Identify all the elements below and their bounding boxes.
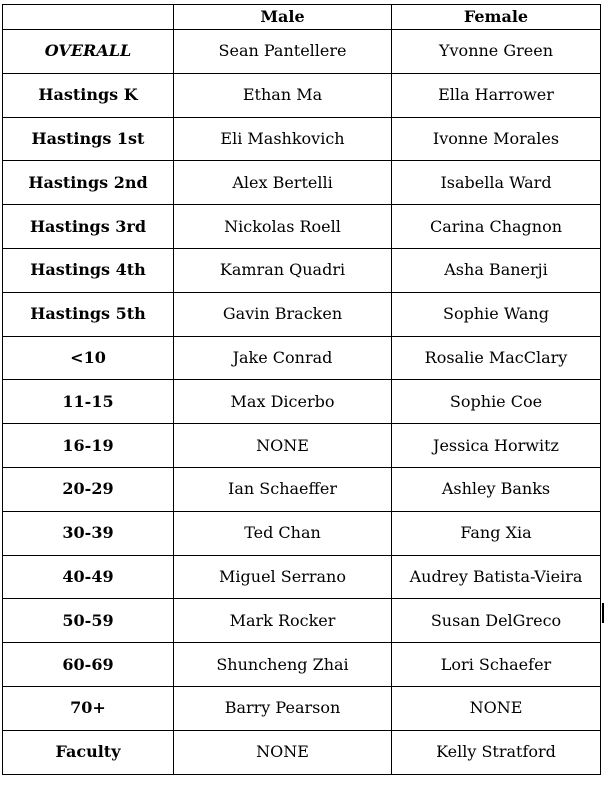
table-row [3,292,601,336]
female-winner-cell: Ashley Banks [392,467,601,511]
male-winner-cell: Miguel Serrano [174,555,392,599]
table-row [3,336,601,380]
header-male: Male [174,5,392,30]
male-winner-cell: Mark Rocker [174,599,392,643]
table-row [3,643,601,687]
table-row [3,511,601,555]
female-winner-cell: NONE [392,686,601,730]
category-cell: 70+ [3,686,174,730]
header-category [3,5,174,30]
header-female: Female [392,5,601,30]
category-cell: Hastings 2nd [3,161,174,205]
table-row [3,424,601,468]
male-winner-cell: Kamran Quadri [174,248,392,292]
category-cell: 40-49 [3,555,174,599]
male-winner-cell: Nickolas Roell [174,205,392,249]
male-winner-cell: NONE [174,730,392,774]
female-winner-cell: Carina Chagnon [392,205,601,249]
female-winner-cell: Kelly Stratford [392,730,601,774]
category-cell: 60-69 [3,643,174,687]
female-winner-cell: Sophie Coe [392,380,601,424]
table-row [3,161,601,205]
male-winner-cell: Jake Conrad [174,336,392,380]
male-winner-cell: Eli Mashkovich [174,117,392,161]
male-winner-cell: Alex Bertelli [174,161,392,205]
category-cell: Faculty [3,730,174,774]
results-table [2,4,601,775]
female-winner-cell: Ivonne Morales [392,117,601,161]
table-row [3,73,601,117]
female-winner-cell: Yvonne Green [392,30,601,74]
female-winner-cell: Jessica Horwitz [392,424,601,468]
category-cell: Hastings K [3,73,174,117]
category-cell: Hastings 1st [3,117,174,161]
table-row [3,30,601,74]
male-winner-cell: Ian Schaeffer [174,467,392,511]
female-winner-cell: Ella Harrower [392,73,601,117]
female-winner-cell: Audrey Batista-Vieira [392,555,601,599]
category-cell: OVERALL [3,30,174,74]
category-cell: <10 [3,336,174,380]
table-row [3,205,601,249]
table-row [3,248,601,292]
category-cell: 16-19 [3,424,174,468]
table-row [3,599,601,643]
male-winner-cell: Barry Pearson [174,686,392,730]
male-winner-cell: Gavin Bracken [174,292,392,336]
female-winner-cell: Rosalie MacClary [392,336,601,380]
header-row [3,5,601,30]
female-winner-cell: Fang Xia [392,511,601,555]
table-row [3,686,601,730]
category-cell: 50-59 [3,599,174,643]
category-cell: 20-29 [3,467,174,511]
male-winner-cell: Max Dicerbo [174,380,392,424]
male-winner-cell: Ted Chan [174,511,392,555]
female-winner-cell: Susan DelGreco [392,599,601,643]
table-row [3,555,601,599]
male-winner-cell: NONE [174,424,392,468]
female-winner-cell: Lori Schaefer [392,643,601,687]
female-winner-cell: Sophie Wang [392,292,601,336]
category-cell: Hastings 4th [3,248,174,292]
category-cell: 11-15 [3,380,174,424]
male-winner-cell: Sean Pantellere [174,30,392,74]
category-cell: Hastings 3rd [3,205,174,249]
table-row [3,380,601,424]
category-cell: 30-39 [3,511,174,555]
female-winner-cell: Asha Banerji [392,248,601,292]
table-row [3,467,601,511]
female-winner-cell: Isabella Ward [392,161,601,205]
male-winner-cell: Ethan Ma [174,73,392,117]
table-row [3,730,601,774]
category-cell: Hastings 5th [3,292,174,336]
table-row [3,117,601,161]
page-edge-mark [602,603,604,623]
male-winner-cell: Shuncheng Zhai [174,643,392,687]
